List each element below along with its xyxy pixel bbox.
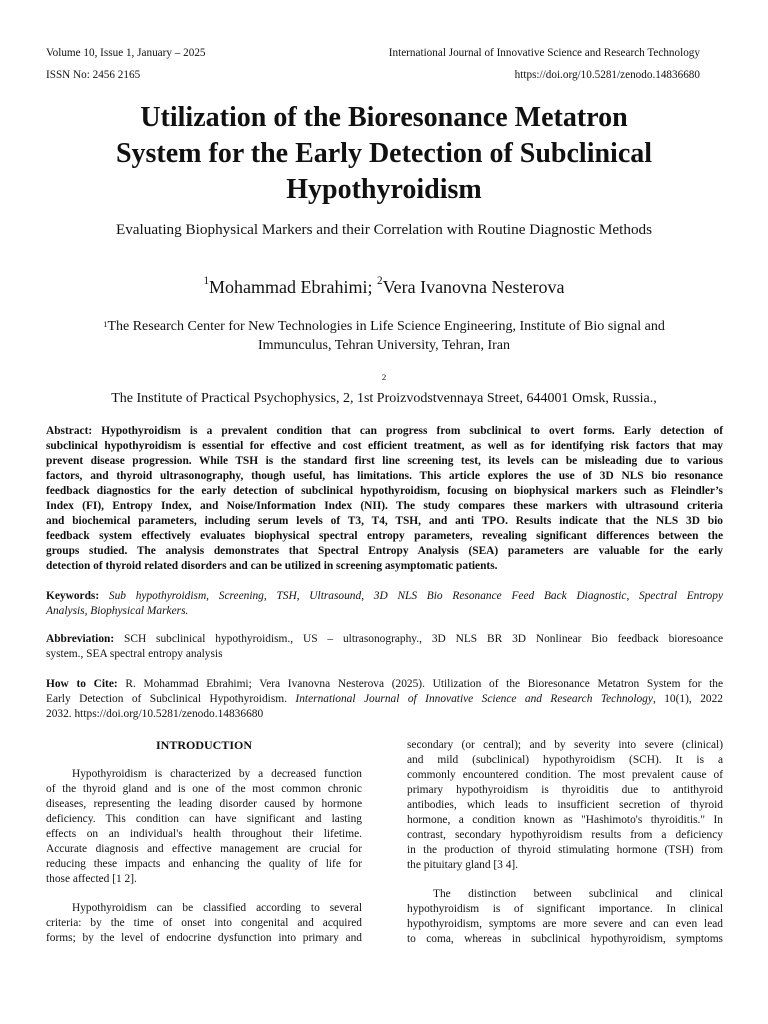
para-line: Hypothyroidism is characterized by a decreased function xyxy=(72,768,362,780)
aff-line: The Research Center for New Technologies in Life Science Engineering, Institute of Bio signal and xyxy=(107,319,665,334)
abstract-line: and biochemical parameters, including serum levels of T3, T4, TSH, and anti TPO. Results indicate that the NLS 3D bio xyxy=(46,515,723,527)
keywords-text: Sub hypothyroidism, Screening, TSH, Ultrasound, 3D NLS Bio Resonance Feed Back Diagnostic, Spectral Entropy xyxy=(99,590,723,602)
abbreviation-text: system., SEA spectral entropy analysis xyxy=(46,648,223,660)
abstract-line: prevent disease progression. While TSH is the standard first line screening test, its levels can be misleading due to various xyxy=(46,455,723,467)
para-line: those affected [1 2]. xyxy=(46,873,137,885)
keywords-label: Keywords: xyxy=(46,590,100,602)
para-line: effects on an individual's health throughout their lifetime. xyxy=(46,828,362,840)
paragraph xyxy=(46,901,362,946)
citation-text: Early Detection of Subclinical Hypothyroidism. xyxy=(46,693,296,705)
para-line: and mild (subclinical) hypothyroidism (SCH). It is a xyxy=(407,754,723,766)
para-line: criteria: by the time of onset into congenital and acquired xyxy=(46,917,362,929)
paper-title xyxy=(0,100,768,208)
left-column xyxy=(46,738,362,946)
para-line: to coma, whereas in subclinical hypothyroidism, symptoms xyxy=(407,933,723,945)
citation-journal: International Journal of Innovative Science and Research Technology xyxy=(295,693,653,705)
abstract-line: feedback diagnostics for the early detection of subclinical hypothyroidism, focusing on biophysical markers such as Fleindler’s xyxy=(46,485,723,497)
citation-label: How to Cite: xyxy=(46,678,118,690)
author-2: Vera Ivanovna Nesterova xyxy=(382,277,565,297)
citation-text: R. Mohammad Ebrahimi; Vera Ivanovna Nesterova (2025). Utilization of the Bioresonance Metatron System for the xyxy=(117,678,723,690)
abstract-line: subclinical hypothyroidism is essential for effective and cost efficient treatment, as well as for identifying risk factors that may xyxy=(46,440,723,452)
aff-sup: 2 xyxy=(381,372,387,382)
keywords-text: Analysis, Biophysical Markers. xyxy=(46,605,189,617)
para-line: primary hypothyroidism is thyroiditis due to antithyroid xyxy=(407,784,723,796)
aff-line: The Institute of Practical Psychophysics, 2, 1st Proizvodstvennaya Street, 644001 Omsk, Russia., xyxy=(111,391,657,406)
abstract xyxy=(46,424,723,574)
abbreviation-text: SCH subclinical hypothyroidism., US – ultrasonography., 3D NLS BR 3D Nonlinear Bio feedback bioresoance xyxy=(114,633,723,645)
para-line: antibodies, which leads to insufficient secretion of thyroid xyxy=(407,799,723,811)
para-line: Accurate diagnosis and effective management are crucial for xyxy=(46,843,362,855)
title-line: Hypothyroidism xyxy=(286,174,482,205)
para-line: the pituitary gland [3 4]. xyxy=(407,859,519,871)
para-line: reducing these impacts and enhancing the quality of life for xyxy=(46,858,362,870)
aff-sup: 1 xyxy=(103,319,108,329)
para-line: secondary (or central); and by severity into severe (clinical) xyxy=(407,739,723,751)
para-line: in the production of thyroid stimulating hormone (TSH) from xyxy=(407,844,723,856)
keywords xyxy=(46,589,723,619)
paper-subtitle: Evaluating Biophysical Markers and their Correlation with Routine Diagnostic Methods xyxy=(115,221,653,238)
para-line: hypothyroidism is of significant importance. In clinical xyxy=(407,903,723,915)
para-line: forms; by the level of endocrine dysfunction into primary and xyxy=(46,932,362,944)
affiliation-2 xyxy=(0,370,768,408)
abstract-line: Abstract: Hypothyroidism is a prevalent condition that can progress from subclinical to overt forms. Early detection of xyxy=(46,425,723,437)
author-sup: 1 xyxy=(203,275,210,287)
aff-line: Immunculus, Tehran University, Tehran, Iran xyxy=(257,338,511,353)
para-line: of the thyroid gland and is one of the most common chronic xyxy=(46,783,362,795)
paragraph xyxy=(407,887,723,947)
abstract-line: detection of thyroid related disorders and can be utilized in screening asymptomatic patients. xyxy=(46,560,498,572)
para-line: Hypothyroidism can be classified according to several xyxy=(72,902,362,914)
title-line: Utilization of the Bioresonance Metatron xyxy=(140,102,628,133)
paragraph xyxy=(407,738,723,873)
para-line: hypothyroidism, symptoms are more severe and can even lead xyxy=(407,918,723,930)
section-heading: INTRODUCTION xyxy=(155,738,252,752)
para-line: contrast, secondary hypothyroidism results from a deficiency xyxy=(407,829,723,841)
paragraph xyxy=(46,767,362,887)
title-line: System for the Early Detection of Subclinical xyxy=(115,138,653,169)
para-line: diseases, representing the leading disorder caused by hormone xyxy=(46,798,362,810)
right-column xyxy=(407,738,723,947)
abbreviation xyxy=(46,632,723,662)
issn: ISSN No: 2456 2165 xyxy=(46,69,141,81)
abstract-line: Index (FI), Entropy Index, and Noise/Information Index (NII). The study compares these markers with ultrasound criteria xyxy=(46,500,723,512)
authors xyxy=(0,277,768,298)
author-1: Mohammad Ebrahimi; xyxy=(209,277,378,297)
citation xyxy=(46,677,723,722)
author-sup: 2 xyxy=(377,275,383,287)
volume-info: Volume 10, Issue 1, January – 2025 xyxy=(46,47,206,59)
affiliation-1 xyxy=(0,317,768,355)
abstract-line: groups studied. The analysis demonstrates that Spectral Entropy Analysis (SEA) parameters are valuable for the early xyxy=(46,545,723,557)
doi-link[interactable]: https://doi.org/10.5281/zenodo.14836680 xyxy=(514,69,700,81)
abstract-line: feedback system effectively evaluates biophysical spectral entropy parameters, revealing significant differences between the xyxy=(46,530,723,542)
abstract-line: factors, and thyroid ultrasonography, though useful, has limitations. This article explores the use of 3D NLS bio resonance xyxy=(46,470,723,482)
para-line: commonly encountered condition. The most prevalent cause of xyxy=(407,769,723,781)
journal-name: International Journal of Innovative Science and Research Technology xyxy=(388,47,700,59)
para-line: hormone, a condition known as "Hashimoto's thyroiditis." In xyxy=(407,814,723,826)
citation-text: , 10(1), 2022 xyxy=(652,693,723,705)
para-line: The distinction between subclinical and clinical xyxy=(433,888,723,900)
citation-text: 2032. https://doi.org/10.5281/zenodo.14836680 xyxy=(46,708,264,720)
para-line: deficiency. This condition can have significant and lasting xyxy=(46,813,362,825)
abbreviation-label: Abbreviation: xyxy=(46,633,115,645)
